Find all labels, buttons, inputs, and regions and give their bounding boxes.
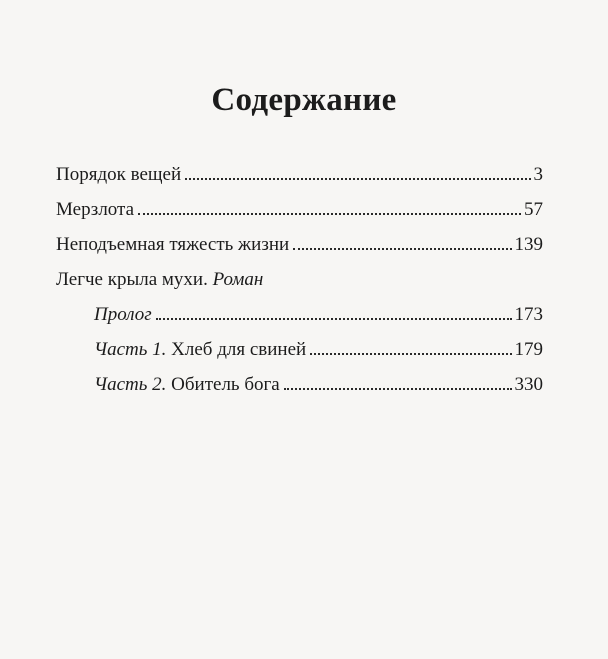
toc-novel-heading [56,262,543,297]
toc-subentry-part: Часть 2. [94,374,167,395]
toc-subentry-page: 179 [514,339,543,360]
toc-subentry [56,297,543,332]
toc-subentry-part: Часть 1. [94,339,167,360]
toc-subentry-label: Хлеб для свиней [171,339,307,360]
novel-subtitle: Роман [212,269,264,290]
toc-entry [56,157,543,192]
toc-entry [56,192,543,227]
toc-subentry [56,367,543,402]
toc-entry-page: 139 [514,234,543,255]
dot-leader [284,387,512,390]
toc-entry-label: Неподъемная тяжесть жизни [56,234,290,255]
toc-subentry-label: Обитель бога [171,374,280,395]
toc-entry-page: 57 [524,199,543,220]
toc-entry-label: Порядок вещей [56,164,182,185]
toc-subentry [56,332,543,367]
page-title: Содержание [211,82,397,118]
toc-entry [56,227,543,262]
dot-leader [138,212,521,215]
table-of-contents [56,157,543,402]
toc-subentry-page: 330 [514,374,543,395]
dot-leader [156,317,512,320]
dot-leader [293,247,511,250]
toc-entry-page: 3 [533,164,543,185]
toc-subentry-part: Пролог [94,304,152,325]
toc-entry-label: Мерзлота [56,199,135,220]
dot-leader [185,177,530,180]
dot-leader [310,352,511,355]
toc-subentry-page: 173 [514,304,543,325]
novel-title: Легче крыла мухи. [56,269,208,290]
